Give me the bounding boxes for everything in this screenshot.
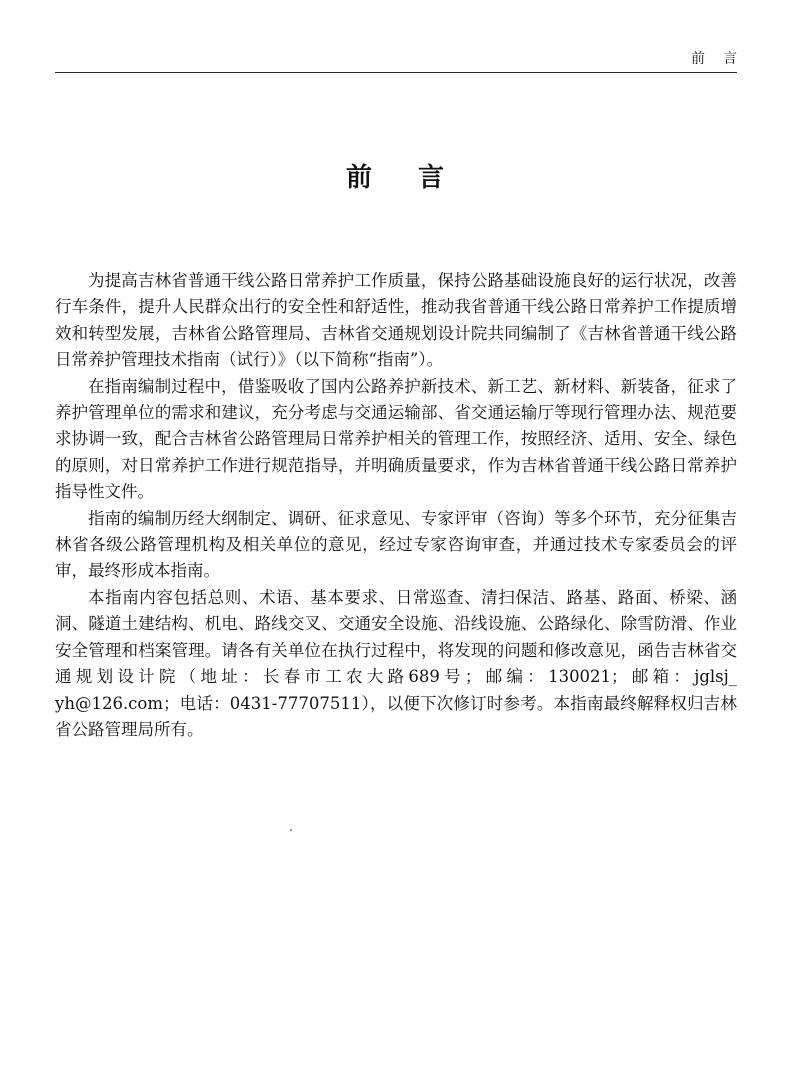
running-header [55,46,755,73]
scan-speck [290,829,292,831]
preface-body [55,268,737,743]
paragraph-review: 指南的编制历经大纲制定、调研、征求意见、专家评审（咨询）等多个环节，充分征集吉林省各级公路管理机构及相关单位的意见，经过专家咨询审查，并通过技术专家委员会的评审，最终形成本指南。 [55,508,737,581]
paragraph-process: 在指南编制过程中，借鉴吸收了国内公路养护新技术、新工艺、新材料、新装备，征求了养护管理单位的需求和建议，充分考虑与交通运输部、省交通运输厅等现行管理办法、规范要求协调一致，配合吉林省公路管理局日常养护相关的管理工作，按照经济、适用、安全、绿色的原则，对日常养护工作进行规范指导，并明确质量要求，作为吉林省普通干线公路日常养护指导性文件。 [55,376,737,502]
page-title: 前言 [345,163,490,193]
running-header-title: 前言 [691,51,755,67]
paragraph-contents: 本指南内容包括总则、术语、基本要求、日常巡查、清扫保洁、路基、路面、桥梁、涵洞、隧道土建结构、机电、路线交叉、交通安全设施、沿线设施、公路绿化、除雪防滑、作业安全管理和档案管理。请各有关单位在执行过程中，将发现的问题和修改意见，函告吉林省交通规划设计院（地址：长春市工农大路689号；邮编：130021；邮箱：jglsj_ yh@126.com；电话：0431-77707511），以便下次修订时参考。本指南最终解释权归吉林省公路管理局所有。 [55,587,737,739]
paragraph-purpose: 为提高吉林省普通干线公路日常养护工作质量，保持公路基础设施良好的运行状况，改善行车条件，提升人民群众出行的安全性和舒适性，推动我省普通干线公路日常养护工作提质增效和转型发展，吉林省公路管理局、吉林省交通规划设计院共同编制了《吉林省普通干线公路日常养护管理技术指南（试行）》（以下简称“指南”）。 [55,271,737,370]
